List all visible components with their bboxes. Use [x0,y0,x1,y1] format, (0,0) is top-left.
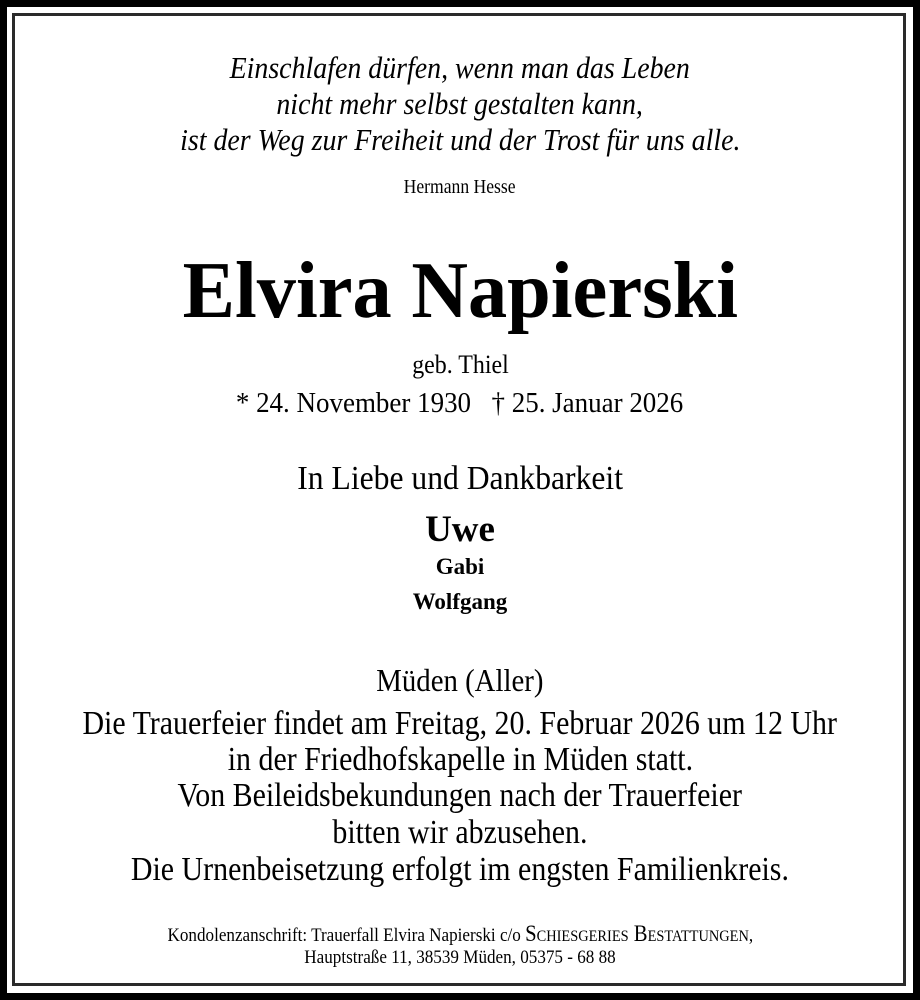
condolence-prefix: Kondolenzanschrift: Trauerfall Elvira Napierski c/o [167,925,525,946]
announcement-line: Die Trauerfeier findet am Freitag, 20. Februar 2026 um 12 Uhr [82,705,838,742]
mourner-name: Gabi [435,554,485,579]
birth-date: * 24. November 1930 [236,387,472,419]
life-dates [0,389,920,418]
funeral-home-address: Hauptstraße 11, 38539 Müden, 05375 - 68 88 [304,947,616,968]
mourner-name: Wolfgang [412,589,508,614]
announcement-line: in der Friedhofskapelle in Müden statt. [227,741,693,778]
quote-line: ist der Weg zur Freiheit und der Trost für uns alle. [179,122,741,157]
announcement-line: bitten wir abzusehen. [332,814,588,851]
quote-line: Einschlafen dürfen, wenn man das Leben [229,50,691,85]
mourner-name: Uwe [425,509,495,550]
funeral-home-name: Schiesgeries Bestattungen [524,921,749,946]
place-line: Müden (Aller) [376,662,544,698]
thanks-line: In Liebe und Dankbarkeit [297,460,623,497]
announcement-line: Von Beileidsbekundungen nach der Trauerfeier [177,777,743,814]
condolence-address-line: Kondolenzanschrift: Trauerfall Elvira Napierski c/o Schiesgeries Bestattungen, [167,921,753,946]
death-date: † 25. Januar 2026 [491,387,684,419]
quote-author: Hermann Hesse [404,176,516,198]
announcement-line: Die Urnenbeisetzung erfolgt im engsten Familienkreis. [130,851,790,888]
quote-line: nicht mehr selbst gestalten kann, [276,86,644,121]
deceased-name: Elvira Napierski [182,247,738,335]
maiden-name: geb. Thiel [411,350,509,379]
